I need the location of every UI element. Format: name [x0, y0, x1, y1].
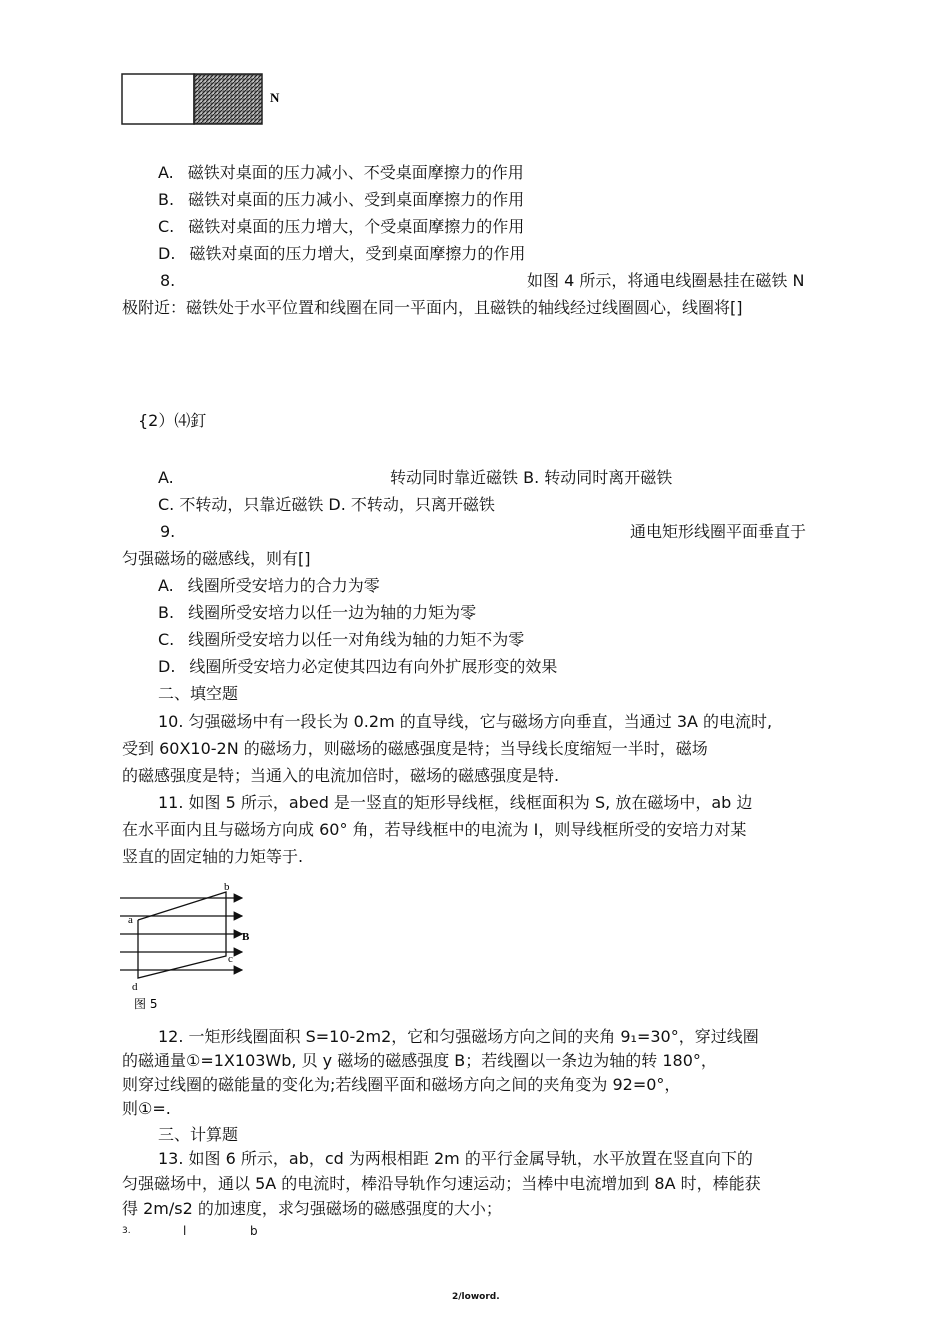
fig6-label-l: l: [183, 1224, 187, 1238]
q7-option-a: A. 磁铁对桌面的压力减小、不受桌面摩擦力的作用: [158, 163, 524, 182]
label-c: c: [228, 953, 233, 965]
q8-figure-label: {2）⑷釘: [138, 411, 207, 430]
q9-line1: 通电矩形线圈平面垂直于: [630, 522, 807, 541]
q10-line1: 10. 匀强磁场中有一段长为 0.2m 的直导线，它与磁场方向垂直，当通过 3A 的电流时,: [158, 712, 773, 731]
q8-option-cd: C. 不转动，只靠近磁铁 D. 不转动，只离开磁铁: [158, 495, 495, 514]
fig6-number: 3.: [122, 1226, 131, 1236]
q11-line2: 在水平面内且与磁场方向成 60° 角，若导线框中的电流为 I，则导线框所受的安培力对某: [122, 820, 747, 839]
q9-option-c: C. 线圈所受安培力以任一对角线为轴的力矩不为零: [158, 630, 525, 649]
q9-line2: 匀强磁场的磁感线，则有[]: [122, 549, 311, 568]
q12-line2: 的磁通量①=1X103Wb, 贝 y 磁场的磁感强度 B；若线圈以一条边为轴的转 180°，: [122, 1051, 717, 1070]
q9-option-d: D. 线圈所受安培力必定使其四边有向外扩展形变的效果: [158, 657, 558, 676]
fig6-label-b: b: [250, 1224, 258, 1238]
q9-number: 9.: [160, 522, 176, 541]
wire-frame: [138, 892, 226, 978]
figure-5: [118, 878, 278, 1018]
section-calc-heading: 三、计算题: [158, 1125, 239, 1144]
q12-line1: 12. 一矩形线圈面积 S=10-2m2，它和匀强磁场方向之间的夹角 9₁=30°，穿过线圈: [158, 1027, 759, 1046]
magnet-figure: [118, 70, 288, 130]
q9-option-b: B. 线圈所受安培力以任一边为轴的力矩为零: [158, 603, 477, 622]
magnet-s-half: [122, 74, 194, 124]
q7-option-b: B. 磁铁对桌面的压力减小、受到桌面摩擦力的作用: [158, 190, 525, 209]
figure-5-caption: 图 5: [134, 997, 158, 1011]
page-footer: 2/loword.: [452, 1292, 500, 1302]
q10-line3: 的磁感强度是特；当通入的电流加倍时，磁场的磁感强度是特.: [122, 766, 560, 785]
q8-number: 8.: [160, 271, 176, 290]
q13-line3: 得 2m/s2 的加速度，求匀强磁场的磁感强度的大小；: [122, 1199, 502, 1218]
q12-line3: 则穿过线圈的磁能量的变化为;若线圈平面和磁场方向之间的夹角变为 92=0°，: [122, 1075, 681, 1094]
magnet-pole-label: N: [270, 90, 280, 105]
q9-option-a: A. 线圈所受安培力的合力为零: [158, 576, 380, 595]
q13-line1: 13. 如图 6 所示，ab，cd 为两根相距 2m 的平行金属导轨，水平放置在竖直向下的: [158, 1149, 753, 1168]
q10-line2: 受到 60X10-2N 的磁场力，则磁场的磁感强度是特；当导线长度缩短一半时，磁场: [122, 739, 708, 758]
q11-line1: 11. 如图 5 所示，abed 是一竖直的矩形导线框，线框面积为 S, 放在磁场中，ab 边: [158, 793, 753, 812]
q8-line2: 极附近：磁铁处于水平位置和线圈在同一平面内，且磁铁的轴线经过线圈圆心，线圈将[]: [122, 298, 743, 317]
label-b: b: [224, 881, 230, 893]
section-fill-in-heading: 二、填空题: [158, 684, 239, 703]
label-field-B: B: [242, 931, 250, 943]
magnet-n-half: [194, 74, 262, 124]
q11-line3: 竖直的固定轴的力矩等于.: [122, 847, 304, 866]
q13-line2: 匀强磁场中，通以 5A 的电流时，棒沿导轨作匀速运动；当棒中电流增加到 8A 时，棒能获: [122, 1174, 761, 1193]
q8-option-ab: 转动同时靠近磁铁 B. 转动同时离开磁铁: [390, 468, 673, 487]
label-a: a: [128, 914, 133, 926]
q7-option-c: C. 磁铁对桌面的压力增大，个受桌面摩擦力的作用: [158, 217, 525, 236]
q8-option-a-label: A.: [158, 468, 174, 487]
q12-line4: 则①=.: [122, 1099, 171, 1118]
q8-line1: 如图 4 所示，将通电线圈悬挂在磁铁 N: [527, 271, 805, 290]
q7-option-d: D. 磁铁对桌面的压力增大，受到桌面摩擦力的作用: [158, 244, 526, 263]
label-d: d: [132, 981, 138, 993]
